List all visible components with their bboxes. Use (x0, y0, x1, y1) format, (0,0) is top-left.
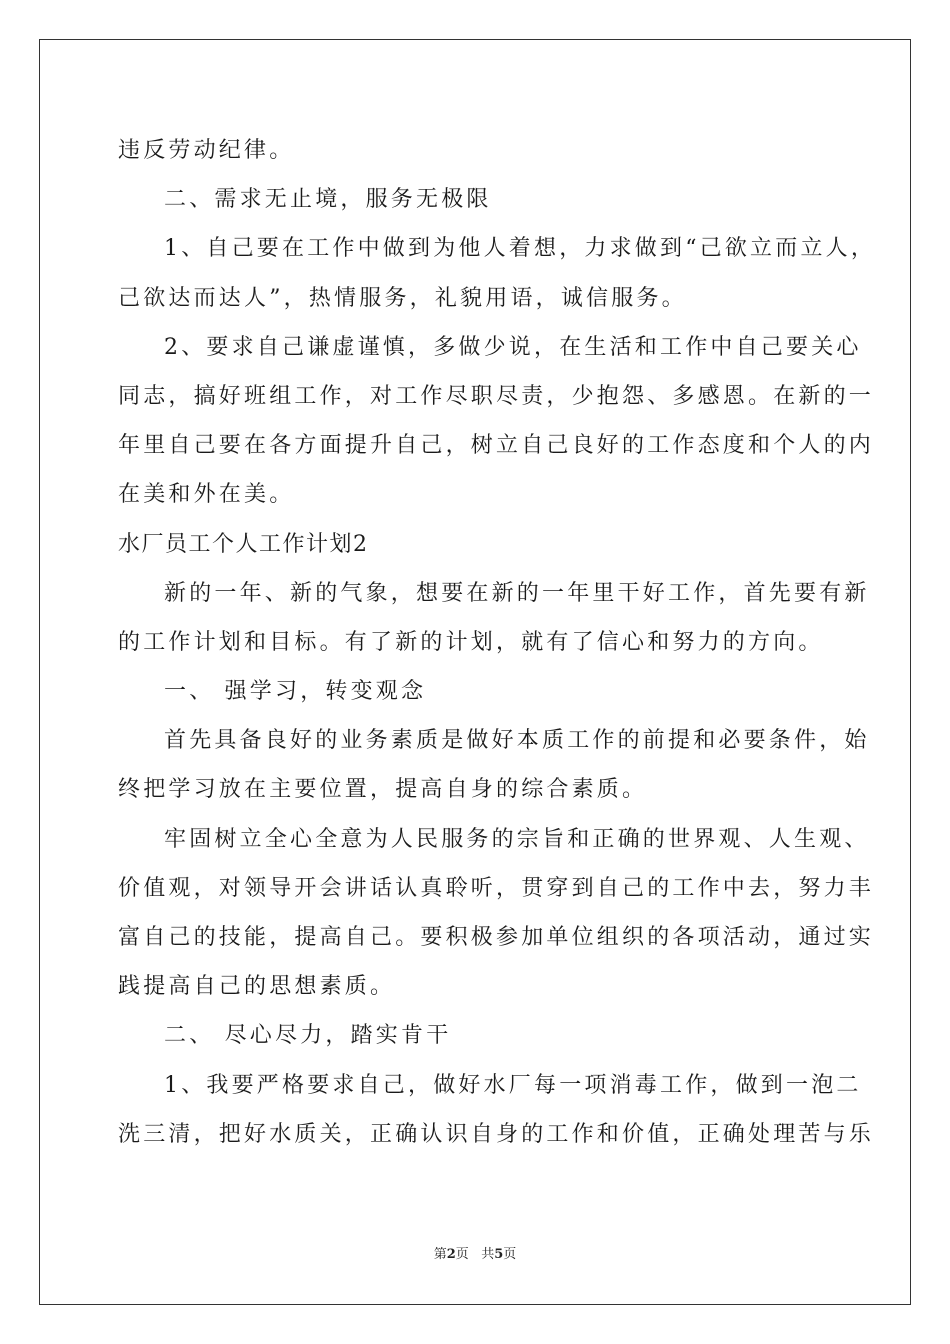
text-line: 洗三清，把好水质关，正确认识自身的工作和价值，正确处理苦与乐 (118, 1121, 875, 1147)
footer-total-prefix: 共 (481, 1247, 495, 1262)
footer-total-suffix: 页 (503, 1247, 517, 1262)
page-footer (0, 1246, 950, 1264)
section-title: 水厂员工个人工作计划2 (118, 531, 369, 557)
text-line: 价值观，对领导开会讲话认真聆听，贯穿到自己的工作中去，努力丰 (118, 875, 875, 901)
text-line: 二、需求无止境，服务无极限 (164, 187, 492, 213)
text-line: 终把学习放在主要位置，提高自身的综合素质。 (118, 777, 648, 803)
text-line: 首先具备良好的业务素质是做好本质工作的前提和必要条件，始 (164, 728, 870, 754)
text-line: 富自己的技能，提高自己。要积极参加单位组织的各项活动，通过实 (118, 925, 875, 950)
footer-prefix: 第 (433, 1247, 447, 1262)
text-line: 1、我要严格要求自己，做好水厂每一项消毒工作，做到一泡二 (164, 1072, 862, 1098)
text-line: 年里自己要在各方面提升自己，树立自己良好的工作态度和个人的内 (118, 433, 875, 459)
text-line: 践提高自己的思想素质。 (118, 974, 396, 1000)
text-line: 2、要求自己谦虚谨慎，多做少说，在生活和工作中自己要关心 (164, 334, 862, 360)
text-line: 新的一年、新的气象，想要在新的一年里干好工作，首先要有新 (164, 580, 870, 606)
text-line: 同志，搞好班组工作，对工作尽职尽责，少抱怨、多感恩。在新的一 (118, 383, 875, 409)
text-line: 的工作计划和目标。有了新的计划，就有了信心和努力的方向。 (118, 629, 824, 655)
footer-total-pages: 5 (494, 1247, 504, 1262)
document-body (118, 126, 877, 1159)
footer-page-suffix: 页 (455, 1247, 469, 1262)
text-line: 在美和外在美。 (118, 482, 295, 508)
text-line: 1、自己要在工作中做到为他人着想，力求做到“己欲立而立人， (164, 236, 877, 262)
footer-current-page: 2 (446, 1247, 456, 1262)
text-line: 己欲达而达人”，热情服务，礼貌用语，诚信服务。 (118, 285, 687, 311)
text-line: 牢固树立全心全意为人民服务的宗旨和正确的世界观、人生观、 (164, 826, 870, 852)
text-line: 违反劳动纪律。 (118, 138, 295, 163)
text-line: 一、 强学习，转变观念 (164, 679, 427, 705)
text-line: 二、 尽心尽力，踏实肯干 (164, 1023, 452, 1049)
